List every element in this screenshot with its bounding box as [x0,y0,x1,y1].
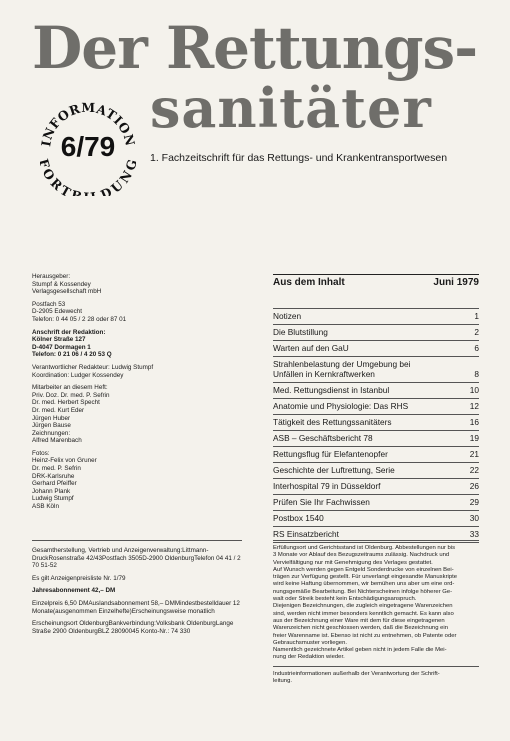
text-line: Alfred Marenbach [32,437,82,445]
masthead-title-line1: Der Rettungs- [32,14,478,82]
table-of-contents [273,308,479,543]
text-line: wird keine Haftung übernommen, wir bemühen uns aber um eine ord- [273,581,455,588]
toc-item-title: Die Blutstillung [273,327,328,337]
publisher-address [32,301,242,324]
text-line: Namentlich gezeichnete Artikel geben nicht in jedem Falle die Mei- [273,647,447,654]
text-line: Verantwortlicher Redakteur: Ludwig Stumpf [32,363,154,371]
text-line: sind, werden nicht immer besonders kenntlich gemacht. Es kann also [273,610,454,617]
text-line: 3 Monate vor Ablauf des Bezugszeitraums zulässig. Nachdruck und [273,552,450,559]
toc-item-title: Notizen [273,311,302,321]
annual-subscription: Jahresabonnement 42,– DM [32,587,116,595]
toc-item [273,510,479,526]
toc-item-page: 12 [469,401,479,411]
toc-item-title: Geschichte der Luftrettung, Serie [273,465,395,475]
text-line: Anschrift der Redaktion: [32,328,106,336]
toc-item-page: 10 [469,385,479,395]
toc-item [273,308,479,324]
toc-item-title: Interhospital 79 in Düsseldorf [273,481,381,491]
toc-item-page: 8 [474,369,479,379]
text-line: D-2900 Oldenburg [142,554,195,562]
text-line: Auf Wunsch werden gegen Entgeld Sonderdrucke von einzelnen Bei- [273,566,454,573]
text-line: D-4047 Dormagen 1 [32,343,91,351]
publisher-lines [32,273,242,296]
text-line: D-2905 Edewecht [32,308,83,316]
text-line: Volksbank Oldenburg [155,620,216,628]
toc-item-page: 29 [469,497,479,507]
text-line: Warenzeichen nicht geschlossen werden, daß die Bezeichnung ein [273,625,448,632]
badge-bottom-text: ORTB DUN [40,165,136,196]
text-line: Dr. med. P. Sefrin [32,465,81,473]
toc-item-title: Tätigkeit des Rettungssanitäters [273,417,392,427]
toc-item-page: 6 [474,343,479,353]
toc-item-page: 19 [469,433,479,443]
toc-item-title: Med. Rettungsdienst in Istanbul [273,385,390,395]
toc-item [273,324,479,340]
text-line: (ausgenommen Einzelhefte) [53,607,132,615]
text-line: Verlagsgesellschaft mbH [32,288,102,296]
price-info [32,600,242,615]
toc-item [273,430,479,446]
legal-footer [273,666,479,686]
text-line: Vervielfältigung nur mit Genehmigung des Verlages gestattet. [273,559,433,566]
text-line: Erscheinungsort Oldenburg [32,620,109,628]
text-line: Stumpf & Kossendey [32,280,91,288]
photo-credits [32,450,242,511]
text-line: walt oder Streik besteht kein Entschädigungsanspruch. [273,596,417,603]
toc-item-page: 21 [469,449,479,459]
legal-text [273,545,479,662]
text-line: Rosenstraße 42/43 [48,554,103,562]
toc-item [273,446,479,462]
text-line: Priv. Doz. Dr. med. P. Sefrin [32,391,110,399]
text-line: Ludwig Stumpf [32,495,74,503]
publisher-block [32,273,242,516]
text-line: Einzelpreis 6,50 DM [32,599,89,607]
text-line: leitung. [273,678,292,685]
toc-item [273,398,479,414]
text-line: Kölner Straße 127 [32,336,86,344]
toc-item-title: Postbox 1540 [273,513,324,523]
toc-item [273,414,479,430]
legal-block [273,540,479,689]
text-line: aus der Bezeichnung einer Ware mit dem für diese eingetragenen [273,617,445,624]
text-line: Fotos: [32,449,50,457]
text-line: Telefon: 0 21 06 / 4 20 53 Q [32,351,112,359]
masthead-title-line2: sanitäter [150,76,432,140]
responsible-editor [32,364,242,379]
text-line: Heinz-Felix von Gruner [32,457,97,465]
text-line: Postfach 3505 [102,554,143,562]
print-info [32,547,242,570]
text-line: Jürgen Huber [32,414,71,422]
text-line: Gerhard Pfeiffer [32,480,77,488]
text-line: Johann Plank [32,487,71,495]
toc-item-page: 22 [469,465,479,475]
text-line: Auslandsabonnement 58,– DM [88,599,175,607]
text-line: Diejenigen Bezeichnungen, die zugleich eingetragene Warenzeichen [273,603,453,610]
text-line: Littmann-Druck [32,547,209,562]
text-line: Dr. med. Herbert Specht [32,399,100,407]
masthead-subtitle: 1. Fachzeitschrift für das Rettungs- und Krankentransportwesen [150,152,448,164]
issue-date: Juni 1979 [433,277,479,288]
toc-item-page: 2 [474,327,479,337]
contents-heading [273,274,479,288]
text-line: Gebrauchsmuster vorliegen. [273,639,347,646]
toc-item [273,356,479,382]
toc-item [273,382,479,398]
badge-top-text: NFORMATIO [40,100,134,142]
toc-item-title: Rettungsflug für Elefantenopfer [273,449,388,459]
text-line: BLZ 28090045 Konto-Nr.: 74 330 [97,627,191,635]
text-line: Bankverbindung: [108,620,156,628]
toc-item-title: Anatomie und Physiologie: Das RHS [273,401,409,411]
production-block [32,540,242,640]
toc-item-page: 33 [469,529,479,539]
text-line: Gesamtherstellung, Vertrieb und Anzeigenverwaltung: [32,547,183,554]
text-line: freier Warenname ist. Ebenso ist nicht zu entnehmen, ob Patente oder [273,632,457,639]
text-line: Industrieinformationen außerhalb der Verantwortung der Schrift- [273,670,440,677]
text-line: Telefon 04 41 / 2 70 51-52 [32,554,241,570]
text-line: Mitarbeiter an diesem Heft: [32,384,108,392]
text-line: Jürgen Bause [32,422,71,430]
contributors [32,384,242,445]
text-line: Herausgeber: [32,273,71,280]
toc-item-title: RS Einsatzbericht [273,529,339,539]
toc-item [273,494,479,510]
toc-item-page: 1 [474,311,479,321]
toc-item-page: 30 [469,513,479,523]
issue-badge [40,100,136,196]
text-line: Zeichnungen: [32,429,71,437]
text-line: Mindestbestelldauer 12 Monate [32,599,240,615]
text-line: nung der Redaktion wieder. [273,654,345,661]
contents-heading-text: Aus dem Inhalt [273,277,345,288]
text-line: nungsgemäße Bearbeitung. Bei Nichterscheinen infolge höherer Ge- [273,588,453,595]
text-line: Erscheinungsweise monatlich [131,607,215,615]
toc-item [273,478,479,494]
text-line: Erfüllungsort und Gerichtsstand ist Oldenburg. Abbestellungen nur bis [273,545,456,551]
text-line: Dr. med. Kurt Eder [32,406,85,414]
text-line: Koordination: Ludger Kossendey [32,371,124,379]
text-line: Postfach 53 [32,300,66,308]
text-line: ASB Köln [32,503,59,511]
toc-item-title: ASB – Geschäftsbericht 78 [273,433,373,443]
text-line: trägen zur Verfügung gestellt. Für unverlangt eingesandte Manuskripte [273,574,458,581]
badge-issue-number: 6/79 [60,131,116,162]
toc-item-title: Strahlenbelastung der Umgebung bei [273,359,411,369]
text-line: Lange Straße 2900 Oldenburg [32,620,234,635]
toc-item-title: Prüfen Sie Ihr Fachwissen [273,497,370,507]
bank-info [32,620,242,635]
text-line: DRK-Karlsruhe [32,472,75,480]
toc-item-page: 16 [469,417,479,427]
text-line: Telefon: 0 44 05 / 2 28 oder 87 01 [32,315,127,323]
toc-item-title: Warten auf den GaU [273,343,349,353]
toc-item [273,462,479,478]
editorial-address [32,329,242,359]
toc-item [273,340,479,356]
price-list: Es gilt Anzeigenpreisliste Nr. 1/79 [32,574,126,582]
toc-item-title-continued: Unfällen in Kernkraftwerken [273,369,375,379]
toc-item-page: 26 [469,481,479,491]
